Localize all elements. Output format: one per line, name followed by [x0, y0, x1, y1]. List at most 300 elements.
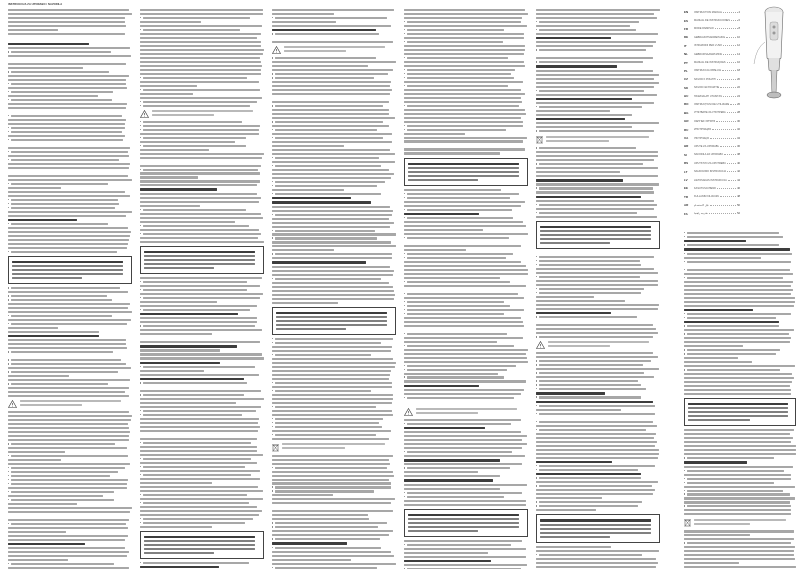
- text-line: [140, 97, 262, 99]
- text-line: [272, 173, 394, 175]
- bullet-line: [143, 494, 247, 496]
- text-line: [8, 87, 127, 89]
- text-line: [272, 438, 389, 440]
- note-line: [694, 523, 750, 525]
- text-line: [140, 65, 262, 67]
- text-line: [8, 243, 128, 245]
- language-code: EE: [684, 186, 689, 191]
- bullet-line: [143, 366, 255, 368]
- text-line: [272, 25, 391, 27]
- text-line: [404, 137, 527, 139]
- text-line: [140, 33, 261, 35]
- text-line: [8, 103, 127, 105]
- box-line: [144, 255, 255, 257]
- bullet-line: [11, 351, 113, 353]
- box-line: [408, 167, 519, 169]
- text-line: [536, 481, 658, 483]
- text-line: [140, 406, 261, 408]
- bullet-line: [539, 49, 646, 51]
- text-line: [684, 538, 794, 540]
- bullet-line: [407, 237, 509, 239]
- paragraph-gap: [140, 161, 264, 165]
- language-item: [684, 109, 740, 117]
- text-line: [140, 514, 259, 516]
- bullet-line: [687, 490, 783, 492]
- text-line: [140, 180, 260, 182]
- bullet-line: [407, 423, 511, 425]
- bullet-line: [275, 185, 377, 187]
- text-line: [140, 277, 262, 279]
- section-heading: [536, 37, 611, 39]
- text-line: [536, 300, 625, 302]
- language-label: HASZNÁLATI UTASÍTÁS: [694, 94, 722, 98]
- bullet-line: [11, 159, 119, 161]
- bullet-line: [539, 554, 642, 556]
- text-line: [536, 304, 659, 306]
- text-line: [8, 21, 125, 23]
- text-line: [404, 349, 528, 351]
- dot-leader: [728, 180, 736, 181]
- symbol-note: [536, 135, 660, 144]
- bullet-line: [143, 125, 260, 127]
- box-line: [408, 526, 519, 528]
- text-line: [8, 451, 65, 453]
- bullet-line: [11, 523, 126, 525]
- bullet-line: [11, 83, 126, 85]
- text-line: [272, 471, 393, 473]
- language-code: DE: [684, 35, 689, 40]
- text-line: [140, 61, 261, 63]
- language-label: MANUAL DE INSTRUÇÕES: [694, 61, 726, 65]
- section-heading: [684, 309, 753, 311]
- text-line: [404, 152, 500, 154]
- text-line: [272, 563, 396, 565]
- language-page: 32: [737, 128, 740, 132]
- text-line: [140, 321, 257, 323]
- text-line: [272, 117, 395, 119]
- text-line: [8, 75, 129, 77]
- language-page: 48: [737, 195, 740, 199]
- bullet-line: [275, 253, 392, 255]
- text-line: [404, 475, 500, 477]
- bullet-line: [143, 382, 247, 384]
- dot-leader: [723, 12, 737, 13]
- bullet-line: [539, 380, 638, 382]
- bullet-line: [143, 309, 250, 311]
- bullet-line: [407, 281, 510, 283]
- text-line: [140, 285, 260, 287]
- bullet-line: [407, 313, 504, 315]
- note-line: [694, 519, 786, 521]
- text-line: [404, 89, 521, 91]
- text-line: [140, 201, 259, 203]
- text-line: [140, 73, 261, 75]
- note-line: [548, 341, 649, 343]
- text-line: [8, 107, 126, 109]
- bullet-line: [11, 51, 111, 53]
- bullet-line: [687, 542, 791, 544]
- text-line: [536, 13, 654, 15]
- text-line: [404, 101, 522, 103]
- language-label: NAUDOJIMO INSTRUKCIJA: [694, 170, 727, 174]
- text-line: [536, 86, 654, 88]
- bullet-line: [539, 288, 644, 290]
- bullet-line: [143, 101, 257, 103]
- box-heading: [144, 536, 255, 538]
- text-line: [404, 393, 521, 395]
- language-page: 38: [737, 153, 740, 157]
- text-line: [8, 495, 103, 497]
- text-line: [8, 567, 129, 569]
- section-heading: [404, 385, 479, 387]
- text-line: [404, 261, 521, 263]
- bullet-line: [143, 522, 245, 524]
- bullet-line: [11, 455, 128, 457]
- text-line: [8, 147, 130, 149]
- bullet-line: [687, 269, 790, 271]
- bullet-line: [11, 139, 123, 141]
- bullet-line: [11, 471, 118, 473]
- bullet-line: [539, 106, 642, 108]
- language-label: ИНСТРУКЦИЯ: [694, 128, 711, 132]
- bullet-line: [687, 232, 779, 234]
- bullet-line: [143, 29, 240, 31]
- bullet-line: [407, 73, 511, 75]
- section-heading: [684, 321, 779, 323]
- text-line: [536, 41, 656, 43]
- language-label: NÁVOD K POUŽITÍ: [694, 77, 716, 81]
- section-heading: [684, 461, 747, 463]
- text-line: [404, 556, 526, 558]
- bullet-line: [143, 325, 255, 327]
- text-line: [536, 509, 596, 511]
- text-line: [536, 558, 656, 560]
- language-item: [684, 75, 740, 83]
- text-line: [140, 478, 260, 480]
- text-line: [536, 356, 658, 358]
- bullet-line: [143, 121, 242, 123]
- text-line: [8, 431, 130, 433]
- language-code: RO: [684, 102, 689, 107]
- box-heading: [144, 251, 255, 253]
- text-line: [8, 559, 68, 561]
- dot-leader: [722, 70, 736, 71]
- bullet-line: [11, 483, 127, 485]
- box-line: [408, 171, 519, 173]
- text-line: [536, 122, 659, 124]
- bullet-line: [407, 293, 518, 295]
- text-line: [8, 423, 128, 425]
- text-line: [684, 341, 790, 343]
- bullet-line: [407, 568, 521, 569]
- text-line: [536, 493, 653, 495]
- text-line: [8, 347, 127, 349]
- bullet-line: [275, 193, 381, 195]
- text-line: [140, 293, 263, 295]
- bullet-line: [407, 257, 506, 259]
- language-label: KULLANIM KILAVUZU: [694, 195, 720, 199]
- text-line: [404, 564, 527, 566]
- language-item: [684, 159, 740, 167]
- bullet-line: [539, 316, 637, 318]
- text-line: [140, 217, 263, 219]
- text-line: [684, 486, 795, 488]
- section-heading: [140, 313, 238, 315]
- text-line: [272, 518, 369, 520]
- text-line: [140, 176, 198, 178]
- text-line: [8, 9, 129, 11]
- text-line: [272, 233, 396, 235]
- note-line: [416, 412, 478, 414]
- language-page: 4: [738, 10, 740, 14]
- language-item: [684, 134, 740, 142]
- text-line: [272, 350, 391, 352]
- language-item: [684, 209, 740, 217]
- text-line: [140, 49, 264, 51]
- text-line: [140, 426, 260, 428]
- bullet-line: [11, 251, 117, 253]
- text-line: [404, 455, 525, 457]
- text-line: [536, 272, 658, 274]
- text-line: [8, 135, 125, 137]
- text-line: [272, 282, 389, 284]
- text-line: [140, 21, 201, 23]
- bullet-line: [539, 187, 653, 189]
- language-item: [684, 42, 740, 50]
- text-line: [272, 294, 395, 296]
- text-line: [536, 449, 659, 451]
- bullet-line: [11, 363, 126, 365]
- text-line: [404, 419, 521, 421]
- text-line: [404, 229, 483, 231]
- language-label: UPUTSTVO ZA UPOTREBU: [694, 161, 726, 165]
- text-line: [140, 446, 257, 448]
- text-line: [8, 179, 132, 181]
- text-line: [140, 45, 261, 47]
- warning-icon: [8, 400, 17, 408]
- bullet-line: [275, 434, 376, 436]
- text-line: [404, 373, 498, 375]
- language-page: 20: [737, 77, 740, 81]
- text-line: [272, 210, 393, 212]
- section-heading: [272, 29, 376, 31]
- text-line: [8, 547, 125, 549]
- symbol-note: [684, 518, 796, 527]
- bullet-line: [407, 376, 504, 378]
- bullet-line: [143, 442, 251, 444]
- text-line: [140, 490, 263, 492]
- bullet-line: [11, 299, 112, 301]
- text-line: [140, 422, 258, 424]
- text-line: [536, 425, 657, 427]
- text-line: [536, 94, 657, 96]
- language-label: دفترچه راهنما: [694, 212, 709, 216]
- text-line: [272, 69, 393, 71]
- bullet-line: [407, 77, 514, 79]
- language-item: [684, 117, 740, 125]
- text-line: [272, 398, 393, 400]
- text-line: [536, 352, 653, 354]
- bullet-line: [687, 369, 780, 371]
- bullet-line: [275, 547, 381, 549]
- bullet-line: [143, 137, 246, 139]
- bullet-line: [275, 486, 391, 488]
- language-page: 22: [737, 86, 740, 90]
- text-line: [272, 141, 392, 143]
- text-line: [272, 510, 393, 512]
- section-heading: [536, 179, 623, 181]
- section-heading: [536, 473, 641, 475]
- box-line: [540, 528, 651, 530]
- language-label: INSTRUKCJA OBSŁUGI: [694, 69, 722, 73]
- text-line: [8, 311, 132, 313]
- bullet-line: [407, 397, 514, 399]
- bullet-line: [687, 325, 779, 327]
- text-line: [8, 343, 126, 345]
- text-line: [272, 145, 344, 147]
- bullet-line: [275, 490, 374, 492]
- bullet-line: [143, 297, 260, 299]
- symbol-note: [536, 341, 660, 349]
- bullet-line: [143, 410, 256, 412]
- language-page: 16: [737, 61, 740, 65]
- text-line: [272, 245, 396, 247]
- language-page: 28: [737, 111, 740, 115]
- bullet-line: [539, 264, 641, 266]
- text-line: [272, 113, 389, 115]
- bullet-line: [11, 183, 108, 185]
- text-line: [8, 123, 125, 125]
- text-line: [140, 197, 261, 199]
- bullet-line: [275, 237, 377, 239]
- text-line: [404, 269, 528, 271]
- bullet-line: [407, 492, 522, 494]
- dot-leader: [709, 213, 736, 214]
- text-line: [404, 49, 525, 51]
- text-line: [536, 216, 657, 218]
- box-line: [144, 267, 214, 269]
- paragraph-gap: [8, 37, 132, 41]
- dot-leader: [731, 20, 738, 21]
- language-page: 42: [737, 170, 740, 174]
- text-line: [272, 463, 390, 465]
- text-line: [404, 353, 526, 355]
- text-line: [140, 349, 220, 351]
- language-page: 8: [738, 27, 740, 31]
- box-line: [144, 263, 255, 265]
- bullet-line: [11, 371, 118, 373]
- text-line: [404, 488, 500, 490]
- language-item: [684, 201, 740, 209]
- dot-leader: [717, 188, 736, 189]
- box-line: [540, 234, 651, 236]
- dot-leader: [712, 129, 736, 130]
- bullet-line: [11, 127, 125, 129]
- text-line: [140, 13, 263, 15]
- text-line: [272, 13, 334, 15]
- text-line: [140, 57, 260, 59]
- bullet-line: [539, 465, 655, 467]
- bullet-line: [275, 214, 392, 216]
- dot-leader: [726, 37, 736, 38]
- text-line: [536, 110, 610, 112]
- text-line: [536, 183, 659, 185]
- text-line: [536, 324, 653, 326]
- box-heading: [276, 312, 387, 314]
- language-page: 12: [737, 44, 740, 48]
- bullet-line: [687, 277, 783, 279]
- text-line: [536, 497, 602, 499]
- text-line: [8, 327, 58, 329]
- language-label: MANUAL DE INSTRUCCIONES: [694, 19, 730, 23]
- bullet-line: [687, 317, 776, 319]
- text-line: [140, 237, 258, 239]
- dot-leader: [730, 104, 736, 105]
- text-line: [272, 475, 394, 477]
- text-line: [272, 430, 391, 432]
- text-line: [272, 21, 336, 23]
- language-page: 44: [737, 178, 740, 182]
- text-line: [8, 303, 130, 305]
- language-code: FA: [684, 211, 688, 216]
- text-line: [140, 141, 235, 143]
- text-line: [404, 53, 524, 55]
- text-line: [272, 189, 344, 191]
- page-header: INSTRUKCIJA ZA UPORABO / NAVODILA: [8, 3, 63, 6]
- text-line: [536, 167, 658, 169]
- text-line: [8, 439, 129, 441]
- text-line: [8, 319, 131, 321]
- text-line: [536, 546, 611, 548]
- section-heading: [684, 240, 746, 242]
- language-label: ISTRUZIONI PER L'USO: [694, 44, 722, 48]
- bullet-line: [539, 396, 641, 398]
- language-page: 24: [737, 94, 740, 98]
- text-line: [272, 494, 333, 496]
- text-line: [684, 497, 795, 499]
- text-line: [140, 341, 260, 343]
- text-line: [536, 268, 654, 270]
- text-line: [272, 257, 392, 259]
- text-line: [140, 482, 212, 484]
- text-line: [272, 386, 392, 388]
- text-line: [404, 109, 525, 111]
- bullet-line: [11, 115, 122, 117]
- bullet-line: [687, 244, 779, 246]
- bullet-line: [11, 323, 127, 325]
- text-line: [8, 215, 126, 217]
- language-item: [684, 33, 740, 41]
- text-line: [8, 375, 69, 377]
- language-page: 14: [737, 52, 740, 56]
- language-item: [684, 125, 740, 133]
- text-line: [536, 280, 658, 282]
- text-line: [140, 205, 200, 207]
- text-line: [140, 317, 257, 319]
- bullet-line: [11, 467, 125, 469]
- bullet-line: [275, 567, 377, 569]
- bullet-line: [407, 129, 506, 131]
- text-line: [684, 513, 791, 515]
- language-page: 6: [738, 19, 740, 23]
- text-line: [140, 41, 261, 43]
- dot-leader: [723, 96, 736, 97]
- bullet-line: [539, 163, 643, 165]
- text-line: [8, 55, 131, 57]
- note-line: [546, 140, 609, 142]
- dot-leader: [727, 171, 736, 172]
- text-line: [140, 506, 257, 508]
